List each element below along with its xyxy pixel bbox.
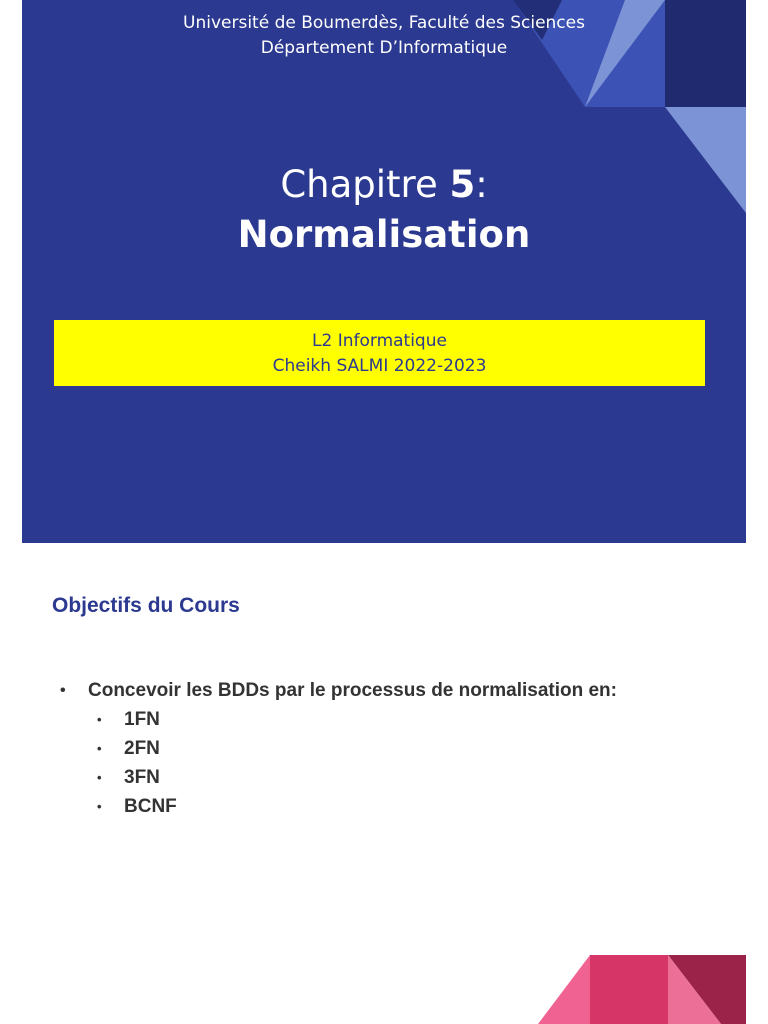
corner-decoration [22,0,746,543]
chapter-number: 5 [449,163,476,206]
chapter-title [22,160,746,260]
sub-list-item [60,705,617,734]
bullet-icon: • [97,799,102,814]
course-level: L2 Informatique [312,331,447,351]
corner-decoration-bottom [538,955,746,1024]
bullet-icon: • [60,682,66,699]
chapter-prefix: Chapitre [280,163,450,206]
department-name: Département D’Informatique [260,38,508,58]
sub-list-item [60,763,617,792]
objectives-list [60,677,617,821]
bullet-icon: • [97,741,102,756]
chapter-name: Normalisation [237,213,531,256]
bullet-icon: • [97,770,102,785]
sub-item-label: BCNF [124,796,177,817]
university-name: Université de Boumerdès, Faculté des Sciences [183,13,585,33]
sub-list-item [60,792,617,821]
chapter-colon: : [475,163,488,206]
course-author-year: Cheikh SALMI 2022-2023 [272,356,487,376]
list-item [60,677,617,705]
sub-list-item [60,734,617,763]
bullet-icon: • [97,712,102,727]
sub-item-label: 2FN [124,738,160,759]
objectives-title: Objectifs du Cours [52,594,240,617]
course-info-box [54,320,705,386]
objective-text: Concevoir les BDDs par le processus de normalisation en: [88,680,617,701]
sub-item-label: 1FN [124,709,160,730]
sub-item-label: 3FN [124,767,160,788]
title-slide [22,0,746,543]
